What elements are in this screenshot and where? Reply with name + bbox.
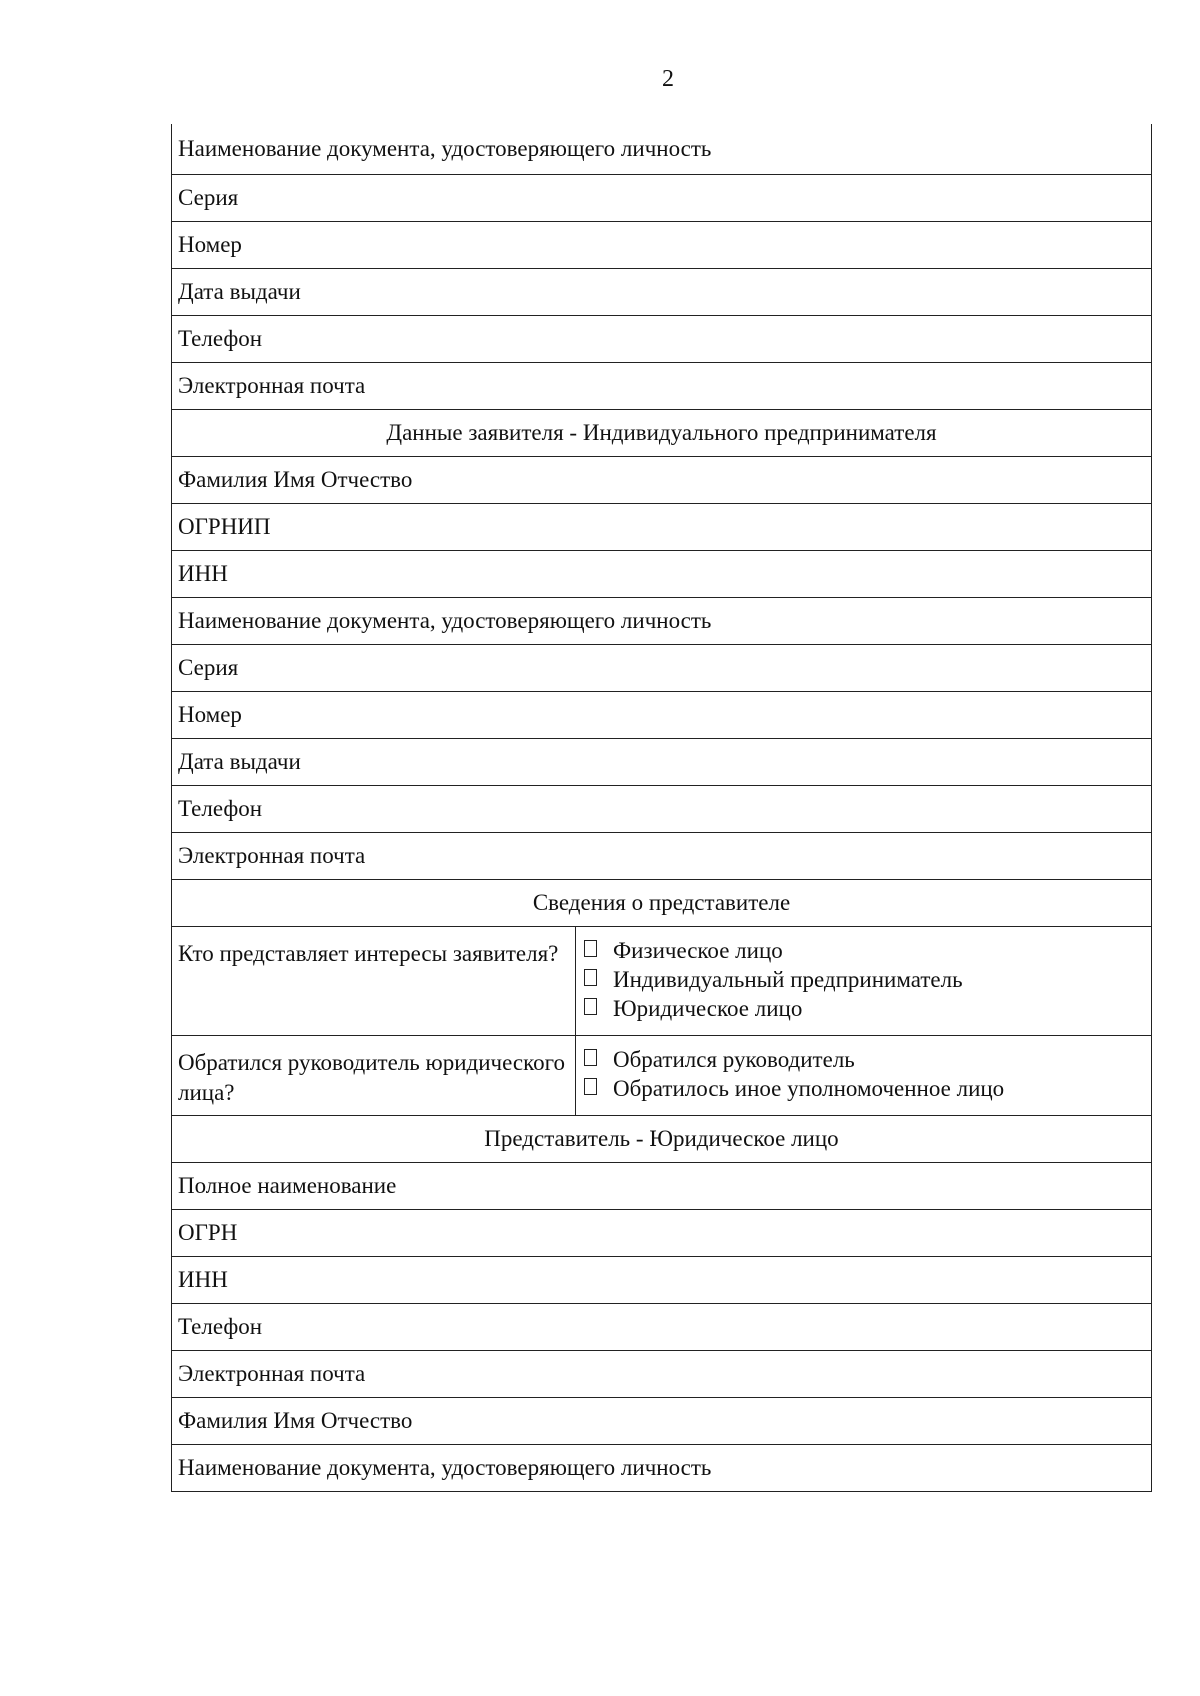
table-row <box>172 785 1152 832</box>
field-label-full-name: Фамилия Имя Отчество <box>172 1397 1152 1444</box>
question-row <box>172 1035 1152 1115</box>
field-label-issue-date: Дата выдачи <box>172 738 1152 785</box>
field-label-number: Номер <box>172 691 1152 738</box>
table-row <box>172 1303 1152 1350</box>
options-who-represents <box>576 926 1152 1035</box>
field-label-document-name: Наименование документа, удостоверяющего личность <box>172 1444 1152 1491</box>
checkbox-icon[interactable] <box>584 1078 597 1095</box>
table-row <box>172 738 1152 785</box>
checkbox-icon[interactable] <box>584 940 597 957</box>
table-row <box>172 268 1152 315</box>
option-legal-entity[interactable] <box>584 994 1145 1023</box>
table-row <box>172 174 1152 221</box>
table-row <box>172 691 1152 738</box>
field-label-document-name: Наименование документа, удостоверяющего личность <box>172 597 1152 644</box>
section-heading-rep-legal: Представитель - Юридическое лицо <box>172 1115 1152 1162</box>
section-heading-row <box>172 409 1152 456</box>
option-label: Обратилось иное уполномоченное лицо <box>613 1075 1005 1101</box>
table-row <box>172 644 1152 691</box>
options-head-applied <box>576 1035 1152 1115</box>
table-row <box>172 362 1152 409</box>
option-head-applied[interactable] <box>584 1045 1145 1074</box>
application-form-table <box>171 124 1152 1492</box>
section-heading-ip: Данные заявителя - Индивидуального предпринимателя <box>172 409 1152 456</box>
table-row <box>172 1256 1152 1303</box>
field-label-phone: Телефон <box>172 315 1152 362</box>
table-row <box>172 1350 1152 1397</box>
table-row <box>172 597 1152 644</box>
option-label: Обратился руководитель <box>613 1046 855 1072</box>
table-row <box>172 550 1152 597</box>
field-label-inn: ИНН <box>172 550 1152 597</box>
table-row <box>172 1444 1152 1491</box>
table-row <box>172 832 1152 879</box>
table-row <box>172 503 1152 550</box>
section-heading-row <box>172 1115 1152 1162</box>
option-other-authorized[interactable] <box>584 1074 1145 1103</box>
field-label-issue-date: Дата выдачи <box>172 268 1152 315</box>
table-row <box>172 1397 1152 1444</box>
question-head-applied: Обратился руководитель юридического лица? <box>172 1035 576 1115</box>
option-label: Физическое лицо <box>613 937 783 963</box>
field-label-number: Номер <box>172 221 1152 268</box>
checkbox-icon[interactable] <box>584 998 597 1015</box>
table-row <box>172 456 1152 503</box>
field-label-ogrn: ОГРН <box>172 1209 1152 1256</box>
field-label-series: Серия <box>172 644 1152 691</box>
table-row <box>172 1162 1152 1209</box>
option-individual[interactable] <box>584 936 1145 965</box>
question-row <box>172 926 1152 1035</box>
page-number: 2 <box>662 66 674 92</box>
field-label-document-name: Наименование документа, удостоверяющего личность <box>172 124 1152 174</box>
field-label-full-name: Фамилия Имя Отчество <box>172 456 1152 503</box>
field-label-ogrnip: ОГРНИП <box>172 503 1152 550</box>
field-label-phone: Телефон <box>172 785 1152 832</box>
section-heading-row <box>172 879 1152 926</box>
table-row <box>172 221 1152 268</box>
table-row <box>172 1209 1152 1256</box>
field-label-full-org-name: Полное наименование <box>172 1162 1152 1209</box>
table-row <box>172 315 1152 362</box>
option-label: Индивидуальный предприниматель <box>613 966 963 992</box>
field-label-email: Электронная почта <box>172 362 1152 409</box>
question-who-represents: Кто представляет интересы заявителя? <box>172 926 576 1035</box>
field-label-email: Электронная почта <box>172 1350 1152 1397</box>
option-entrepreneur[interactable] <box>584 965 1145 994</box>
section-heading-representative: Сведения о представителе <box>172 879 1152 926</box>
field-label-series: Серия <box>172 174 1152 221</box>
field-label-inn: ИНН <box>172 1256 1152 1303</box>
checkbox-icon[interactable] <box>584 969 597 986</box>
field-label-email: Электронная почта <box>172 832 1152 879</box>
table-row <box>172 124 1152 174</box>
field-label-phone: Телефон <box>172 1303 1152 1350</box>
checkbox-icon[interactable] <box>584 1049 597 1066</box>
option-label: Юридическое лицо <box>613 995 803 1021</box>
